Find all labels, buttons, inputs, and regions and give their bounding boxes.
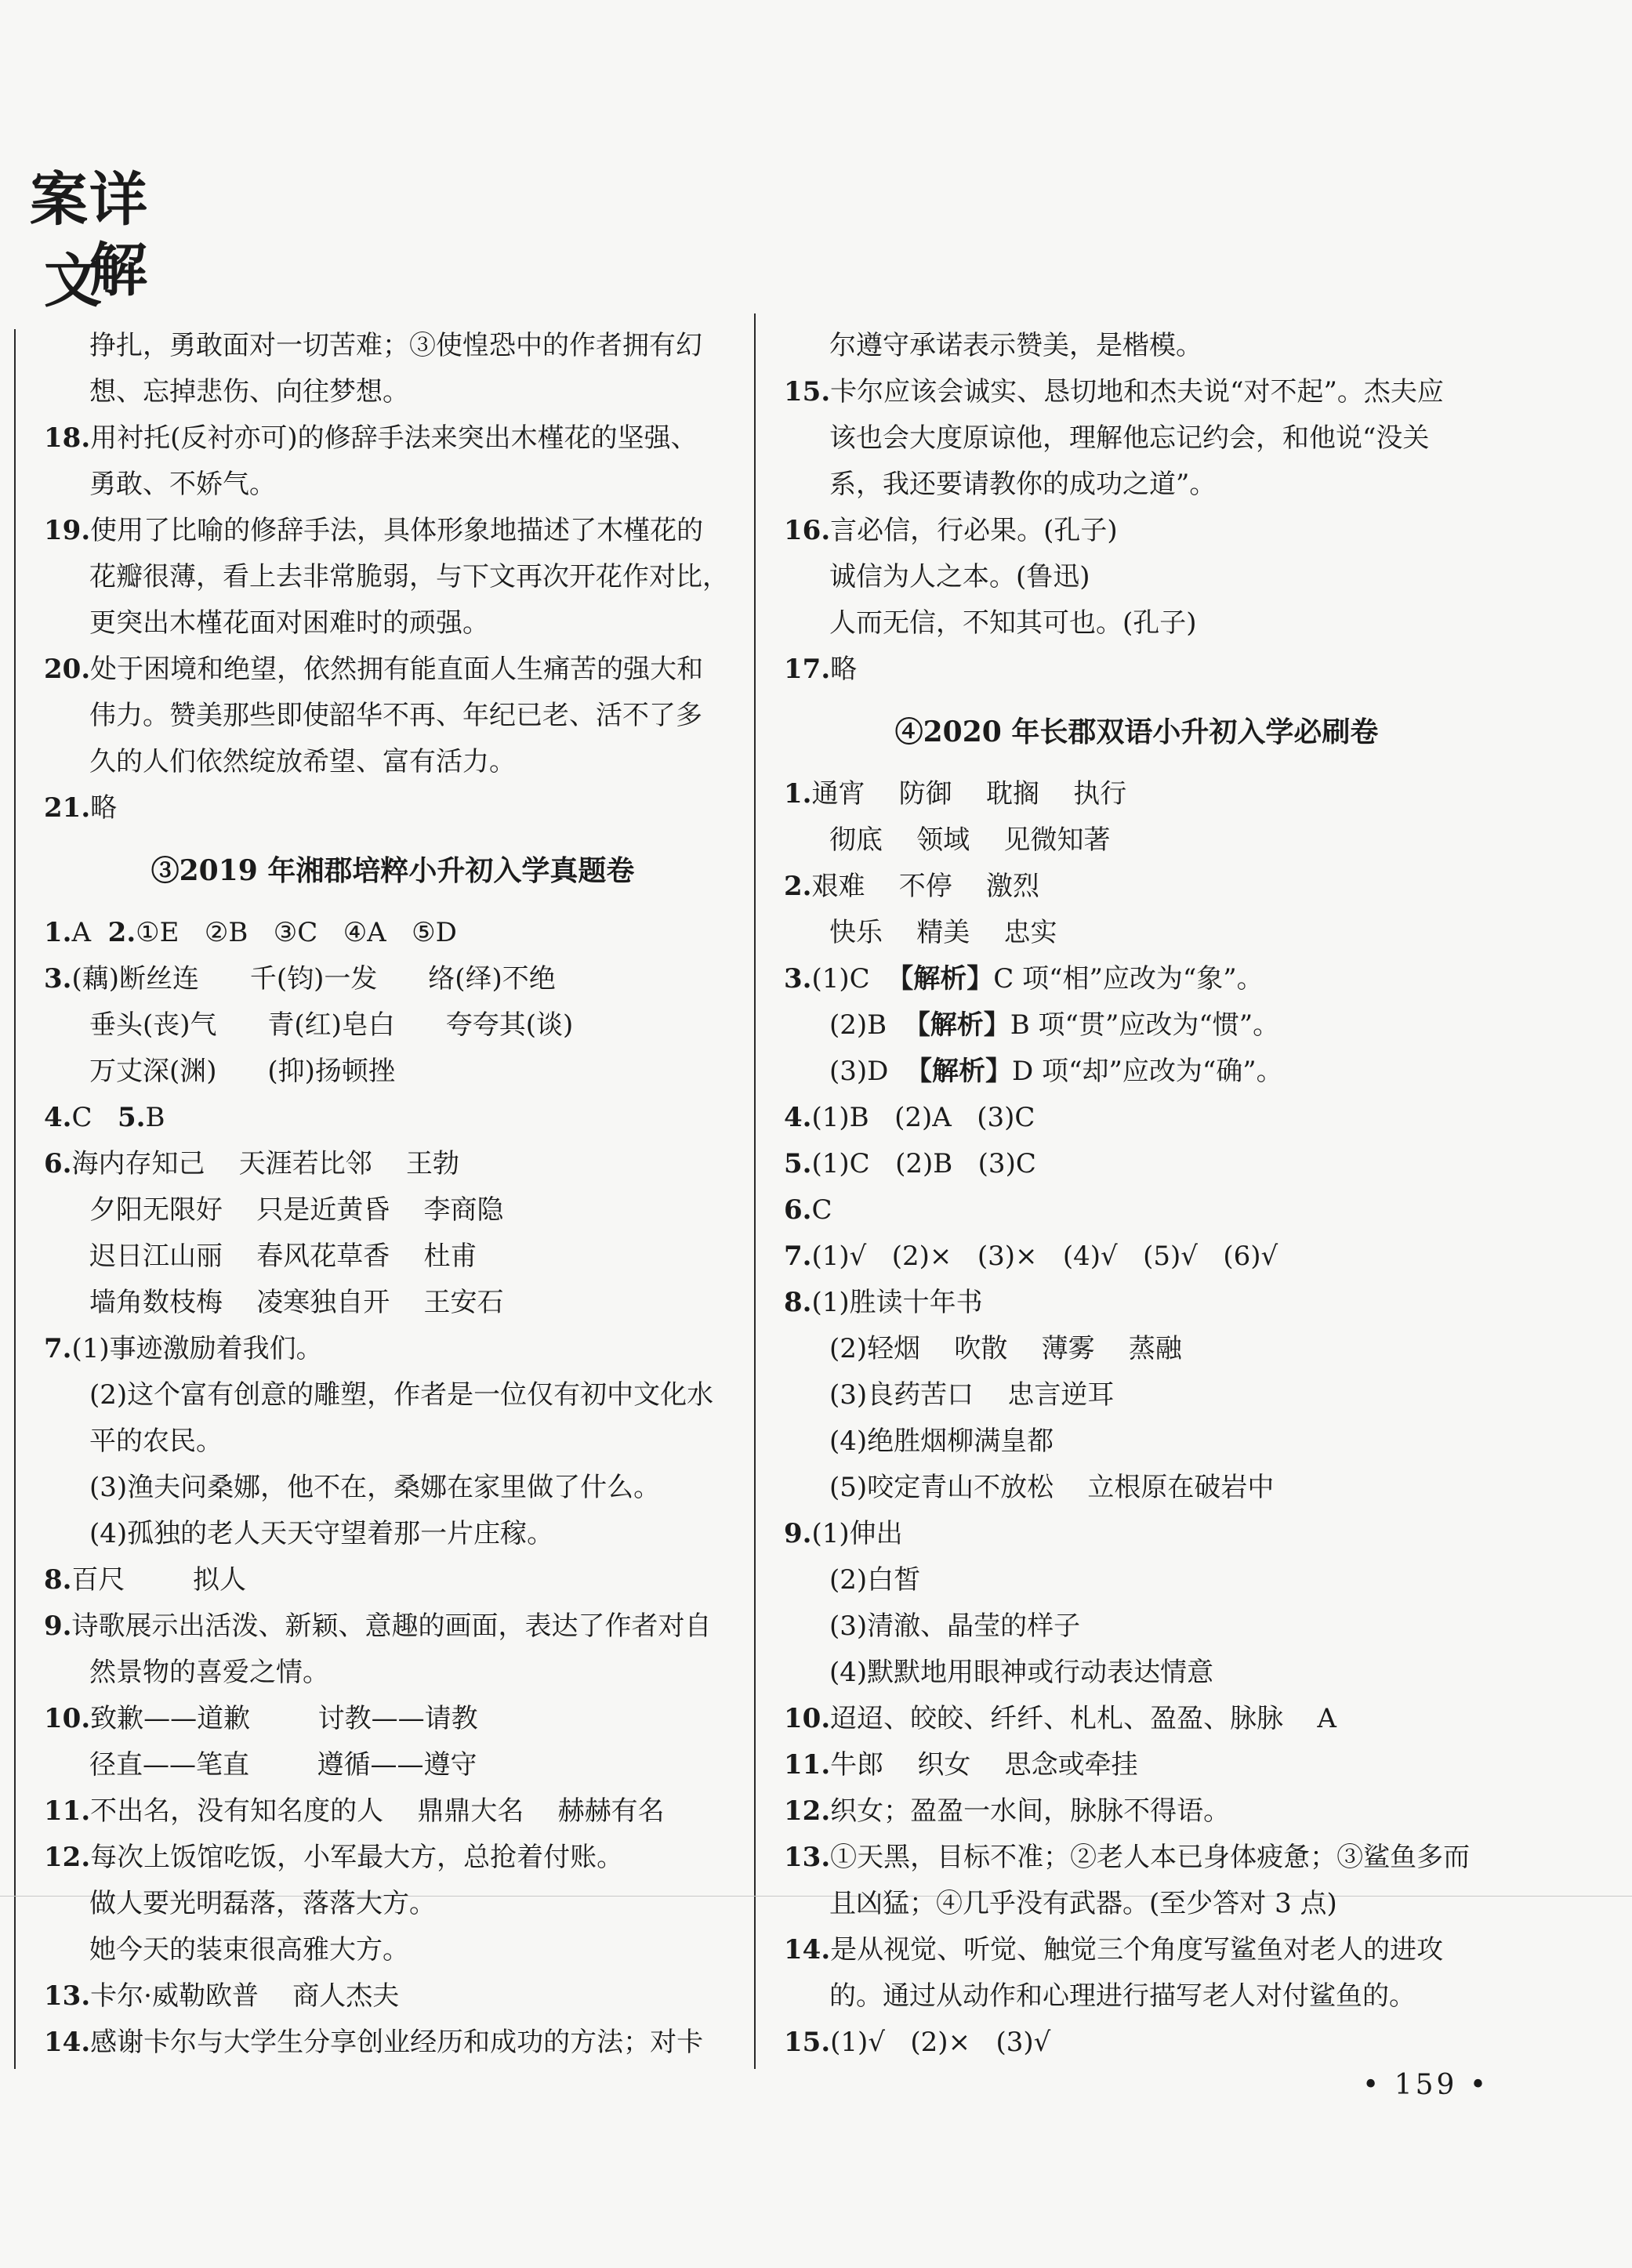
answer-item [784,1927,1489,1973]
item-number: 19. [44,515,91,546]
answer-line [44,1511,742,1557]
answer-line [44,693,742,739]
item-number: 4. [784,1102,812,1133]
answer-text: 久的人们依然绽放希望、富有活力。 [89,746,516,777]
answer-text: (1)事迹激励着我们。 [71,1333,323,1364]
page-number: • 159 • [1362,2069,1490,2101]
answer-item [784,647,1489,693]
answer-text: 人而无信，不知其可也。(孔子) [829,607,1197,639]
answer-line [44,1927,742,1973]
answer-line [44,1187,742,1234]
answer-line [44,1234,742,1280]
answer-text: 卡尔应该会诚实、恳切地和杰夫说“对不起”。杰夫应 [830,376,1444,408]
answer-line [784,1973,1489,2020]
answer-item [784,956,1489,1002]
answer-text: 迢迢、皎皎、纤纤、札札、盈盈、脉脉 A [830,1703,1336,1734]
right-column [784,323,1489,2066]
item-number: 9. [44,1610,72,1642]
answer-line [44,1280,742,1326]
answer-line [44,323,742,369]
section-heading [784,693,1489,771]
answer-text: (藕)断丝连 千(钧)一发 络(绎)不绝 [71,963,556,995]
answer-text: 致歉——道歉 讨教——请教 [90,1703,478,1734]
answer-item [784,1511,1489,1557]
item-number: 4. [44,1102,72,1133]
answer-text: 的。通过从动作和心理进行描写老人对付鲨鱼的。 [829,1980,1416,2012]
answer-line [784,415,1489,462]
answer-item [784,864,1489,910]
answer-text: 想、忘掉悲伤、向往梦想。 [89,376,409,408]
item-number: 8. [784,1287,812,1318]
answer-line [44,462,742,508]
answer-text: (5)咬定青山不放松 立根原在破岩中 [829,1472,1275,1503]
answer-text: (4)孤独的老人天天守望着那一片庄稼。 [89,1518,554,1549]
answer-line [784,1326,1489,1372]
answer-text: ①天黑，目标不准；②老人本已身体疲惫；③鲨鱼多而 [830,1842,1471,1873]
answer-text: 她今天的装束很高雅大方。 [89,1934,409,1965]
answer-item [44,508,742,554]
answer-line [784,1002,1489,1049]
item-number: 8. [44,1564,72,1596]
answer-line [784,1603,1489,1650]
item-number: 13. [44,1980,91,2012]
item-number: 2. [107,917,136,948]
answer-text: 万丈深(渊) (抑)扬顿挫 [89,1056,395,1087]
item-number: 18. [44,422,91,454]
answer-text: 挣扎，勇敢面对一切苦难；③使惶恐中的作者拥有幻 [89,330,702,361]
answer-text: (1)胜读十年书 [811,1287,983,1318]
column-divider [754,313,756,2069]
answer-item [44,1973,742,2020]
answer-text: 花瓣很薄，看上去非常脆弱，与下文再次开花作对比， [89,561,729,592]
answer-line [784,554,1489,600]
answer-text: 海内存知己 天涯若比邻 王勃 [71,1148,459,1179]
answer-item [784,771,1489,817]
answer-line [784,910,1489,956]
answer-text: 言必信，行必果。(孔子) [830,515,1118,546]
answer-line [44,739,742,785]
answer-text: D 项“却”应改为“确”。 [1012,1056,1283,1087]
answer-text: 系，我还要请教你的成功之道”。 [829,469,1217,500]
item-number: 12. [784,1795,831,1827]
section-heading-text: ③2019 年湘郡培粹小升初入学真题卷 [151,854,635,887]
answer-line [784,1418,1489,1465]
item-number: 14. [784,1934,831,1965]
item-number: 2. [784,871,812,902]
answer-item [784,508,1489,554]
answer-item [44,1141,742,1187]
item-number: 10. [784,1703,831,1734]
header-title-line1: 案详解 [30,166,149,304]
answer-item [44,956,742,1002]
answer-item [44,1603,742,1650]
answer-text: (1)√ (2)× (3)√ [830,2027,1051,2058]
item-number: 6. [784,1194,812,1226]
answer-item [44,1696,742,1742]
answer-line [784,1372,1489,1418]
answer-text: ①E ②B ③C ④A ⑤D [136,917,457,948]
header-title-line2: 文 [44,248,102,315]
answer-item [784,2020,1489,2066]
answer-text: 且凶猛；④几乎没有武器。(至少答对 3 点) [829,1888,1337,1919]
left-margin-rule [14,329,16,2069]
answer-text: (2)B [829,1009,904,1041]
answer-text: 使用了比喻的修辞手法，具体形象地描述了木槿花的 [90,515,704,546]
answer-line [784,1049,1489,1095]
item-number: 3. [784,963,812,995]
answer-text: C 项“相”应改为“象”。 [993,963,1264,995]
answer-text: 感谢卡尔与大学生分享创业经历和成功的方法；对卡 [90,2027,704,2058]
answer-text: (2)白皙 [829,1564,921,1596]
answer-text: 卡尔·威勒欧普 商人杰夫 [90,1980,400,2012]
answer-text: (2)这个富有创意的雕塑，作者是一位仅有初中文化水 [89,1379,714,1411]
answer-item [44,785,742,831]
answer-text: 垂头(丧)气 青(红)皂白 夸夸其(谈) [89,1009,574,1041]
answer-text: (2)轻烟 吹散 薄雾 蒸融 [829,1333,1182,1364]
answer-text: 百尺 拟人 [71,1564,246,1596]
answer-line [44,1372,742,1418]
answer-line [44,1742,742,1788]
answer-line [784,462,1489,508]
answer-item [44,647,742,693]
analysis-tag: 【解析】 [887,963,994,995]
answer-item [44,1557,742,1603]
answer-text: A [71,917,108,948]
answer-line [44,1002,742,1049]
item-number: 15. [784,2027,831,2058]
item-number: 17. [784,654,831,685]
answer-text: (1)C [811,963,887,995]
item-number: 5. [117,1102,146,1133]
answer-text: 用衬托(反衬亦可)的修辞手法来突出木槿花的坚强、 [90,422,698,454]
answer-text: 然景物的喜爱之情。 [89,1657,329,1688]
answer-text: (4)默默地用眼神或行动表达情意 [829,1657,1214,1688]
answer-line [44,1881,742,1927]
answer-line [44,1465,742,1511]
answer-text: (4)绝胜烟柳满皇都 [829,1426,1054,1457]
answer-text: 更突出木槿花面对困难时的顽强。 [89,607,489,639]
answer-text: 做人要光明磊落，落落大方。 [89,1888,436,1919]
analysis-tag: 【解析】 [903,1009,1010,1041]
answer-line [44,554,742,600]
answer-line [44,1049,742,1095]
answer-text: (1)√ (2)× (3)× (4)√ (5)√ (6)√ [811,1241,1278,1272]
answer-item [44,910,742,956]
answer-line [784,1557,1489,1603]
answer-text: 牛郎 织女 思念或牵挂 [830,1749,1138,1781]
answer-item [784,1187,1489,1234]
answer-text: 通宵 防御 耽搁 执行 [811,778,1127,810]
answer-line [44,1418,742,1465]
answer-item [44,1835,742,1881]
answer-item [784,1095,1489,1141]
answer-line [784,817,1489,864]
answer-line [44,1650,742,1696]
answer-item [44,1788,742,1835]
answer-line [44,369,742,415]
answer-text: 织女；盈盈一水间，脉脉不得语。 [830,1795,1231,1827]
item-number: 7. [44,1333,72,1364]
item-number: 12. [44,1842,91,1873]
page-number-value: 159 [1394,2069,1458,2101]
answer-item [784,1742,1489,1788]
answer-text: 彻底 领域 见微知著 [829,824,1111,856]
answer-text: 处于困境和绝望，依然拥有能直面人生痛苦的强大和 [90,654,704,685]
answer-line [784,1881,1489,1927]
answer-text: (3)良药苦口 忠言逆耳 [829,1379,1115,1411]
answer-text: 诗歌展示出活泼、新颖、意趣的画面，表达了作者对自 [71,1610,712,1642]
answer-line [784,600,1489,647]
item-number: 9. [784,1518,812,1549]
answer-text: (3)渔夫问桑娜，他不在，桑娜在家里做了什么。 [89,1472,661,1503]
answer-text: 略 [90,792,118,824]
answer-text: (1)C (2)B (3)C [811,1148,1036,1179]
answer-line [44,600,742,647]
answer-text: 略 [830,654,858,685]
answer-item [784,1141,1489,1187]
item-number: 15. [784,376,831,408]
answer-item [784,1835,1489,1881]
answer-item [784,369,1489,415]
answer-item [784,1696,1489,1742]
answer-item [784,1234,1489,1280]
answer-line [784,323,1489,369]
answer-text: 每次上饭馆吃饭，小军最大方，总抢着付账。 [90,1842,624,1873]
answer-text: (1)伸出 [811,1518,903,1549]
item-number: 20. [44,654,91,685]
answer-text: 快乐 精美 忠实 [829,917,1057,948]
answer-item [44,1326,742,1372]
answer-text: 艰难 不停 激烈 [811,871,1039,902]
answer-text: (3)D [829,1056,906,1087]
item-number: 14. [44,2027,91,2058]
answer-text: 夕阳无限好 只是近黄昏 李商隐 [89,1194,504,1226]
answer-text: 勇敢、不娇气。 [89,469,276,500]
item-number: 13. [784,1842,831,1873]
analysis-tag: 【解析】 [905,1056,1013,1087]
left-column [44,323,742,2066]
item-number: 5. [784,1148,812,1179]
answer-text: C [811,1194,832,1226]
answer-text: (3)清澈、晶莹的样子 [829,1610,1081,1642]
item-number: 21. [44,792,91,824]
answer-text: 该也会大度原谅他，理解他忘记约会，和他说“没关 [829,422,1430,454]
answer-text: (1)B (2)A (3)C [811,1102,1035,1133]
answer-text: 不出名，没有知名度的人 鼎鼎大名 赫赫有名 [90,1795,665,1827]
section-heading-text: ④2020 年长郡双语小升初入学必刷卷 [894,716,1379,748]
item-number: 7. [784,1241,812,1272]
answer-item [44,1095,742,1141]
answer-item [44,415,742,462]
answer-text: 墙角数枝梅 凌寒独自开 王安石 [89,1287,504,1318]
item-number: 10. [44,1703,91,1734]
answer-text: 尔遵守承诺表示赞美，是楷模。 [829,330,1202,361]
item-number: 1. [44,917,72,948]
answer-text: C [71,1102,118,1133]
item-number: 6. [44,1148,72,1179]
answer-item [784,1788,1489,1835]
answer-text: 是从视觉、听觉、触觉三个角度写鲨鱼对老人的进攻 [830,1934,1444,1965]
answer-item [44,2020,742,2066]
item-number: 11. [784,1749,831,1781]
answer-text: 伟力。赞美那些即使韶华不再、年纪已老、活不了多 [89,700,702,731]
answer-item [784,1280,1489,1326]
item-number: 16. [784,515,831,546]
answer-text: B 项“贯”应改为“惯”。 [1010,1009,1280,1041]
answer-line [784,1465,1489,1511]
answer-text: 平的农民。 [89,1426,223,1457]
answer-text: B [145,1102,165,1133]
answer-line [784,1650,1489,1696]
item-number: 11. [44,1795,91,1827]
item-number: 3. [44,963,72,995]
answer-text: 径直——笔直 遵循——遵守 [89,1749,477,1781]
answer-text: 诚信为人之本。(鲁迅) [829,561,1090,592]
item-number: 1. [784,778,812,810]
answer-text: 迟日江山丽 春风花草香 杜甫 [89,1241,477,1272]
section-heading [44,831,742,910]
